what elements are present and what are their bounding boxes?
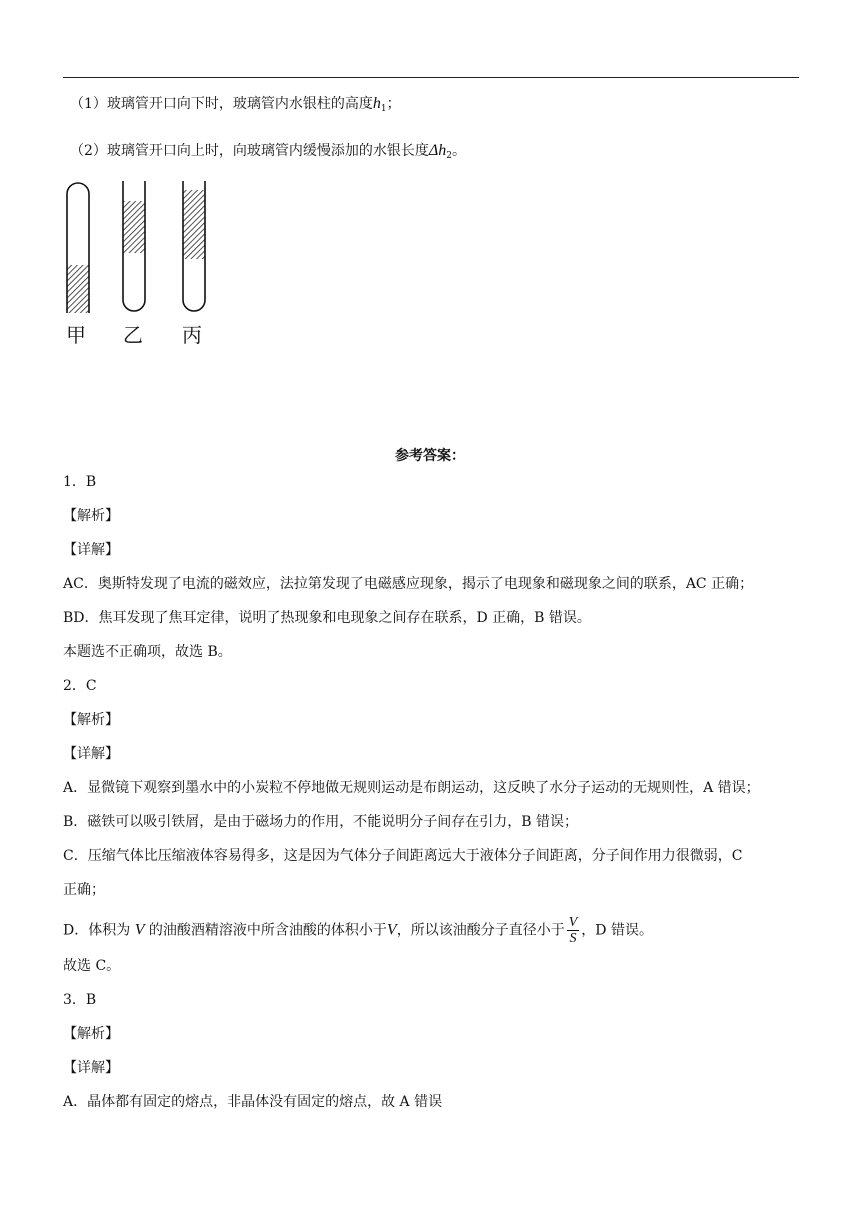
fraction-numerator: V xyxy=(568,915,578,930)
answer-line-6: 本题选不正确项，故选 B。 xyxy=(63,644,232,660)
answer-line-1: 1．B xyxy=(63,474,97,490)
answer-line-18: A．晶体都有固定的熔点，非晶体没有固定的熔点，故 A 错误 xyxy=(63,1094,443,1110)
answer-line-13: 正确； xyxy=(63,882,105,898)
answer-line-16: 【解析】 xyxy=(63,1026,119,1042)
answer-line-5: BD．焦耳发现了焦耳定律，说明了热现象和电现象之间存在联系，D 正确，B 错误。 xyxy=(63,610,591,626)
answer-line-2: 【解析】 xyxy=(63,508,119,524)
answer-line-12: C．压缩气体比压缩液体容易得多，这是因为气体分子间距离远大于液体分子间距离，分子间作用力很微弱，C xyxy=(63,848,743,864)
d-line-part-4: ，D 错误。 xyxy=(581,922,653,939)
question-1-end: ； xyxy=(386,96,401,112)
question-2-text: （2）玻璃管开口向上时，向玻璃管内缓慢添加的水银长度 xyxy=(70,143,429,159)
answer-line-15: 3．B xyxy=(63,992,97,1008)
answer-line-10: A．显微镜下观察到墨水中的小炭粒不停地做无规则运动是布朗运动，这反映了水分子运动的无规则性，A 错误； xyxy=(63,780,760,796)
answer-line-3: 【详解】 xyxy=(63,542,119,558)
question-1 xyxy=(70,94,401,119)
answers-title: 参考答案： xyxy=(395,448,465,464)
answer-line-7: 2．C xyxy=(63,678,97,694)
d-line-part-2: 的油酸酒精溶液中所含油酸的体积小于 xyxy=(148,922,387,939)
tube-jia xyxy=(67,183,89,313)
d-line-part-3: ，所以该油酸分子直径小于 xyxy=(396,922,565,939)
var-v-2: V xyxy=(386,921,397,939)
question-2-end: 。 xyxy=(452,143,467,159)
fraction-denominator: S xyxy=(569,931,577,946)
header-rule xyxy=(63,77,799,78)
d-line-part-1: D．体积为 xyxy=(63,922,131,939)
tube-yi xyxy=(123,181,145,311)
glass-tubes-figure xyxy=(62,178,222,318)
tube-label-jia: 甲 xyxy=(66,323,86,347)
answer-line-d xyxy=(63,915,653,946)
answer-line-11: B．磁铁可以吸引铁屑，是由于磁场力的作用，不能说明分子间存在引力，B 错误； xyxy=(63,814,579,830)
answer-line-17: 【详解】 xyxy=(63,1060,119,1076)
tube-label-yi: 乙 xyxy=(123,323,143,347)
question-1-text: （1）玻璃管开口向下时，玻璃管内水银柱的高度 xyxy=(70,96,373,112)
answer-line-8: 【解析】 xyxy=(63,712,119,728)
question-2 xyxy=(70,141,466,166)
answer-line-14: 故选 C。 xyxy=(63,958,121,974)
fraction-v-over-s xyxy=(567,915,580,946)
tube-bing-mercury xyxy=(183,190,205,259)
var-v-1: V xyxy=(134,921,145,939)
tube-label-bing: 丙 xyxy=(182,323,202,347)
tube-bing xyxy=(183,181,205,311)
var-delta-h: Δh xyxy=(428,142,447,159)
answer-line-9: 【详解】 xyxy=(63,746,119,762)
var-h-subscript: 1 xyxy=(380,104,387,114)
var-delta-h-subscript: 2 xyxy=(446,151,453,161)
tube-jia-mercury xyxy=(67,265,89,313)
answer-line-4: AC．奥斯特发现了电流的磁效应，法拉第发现了电磁感应现象，揭示了电现象和磁现象之间的联系，AC 正确； xyxy=(63,576,754,592)
tube-yi-mercury xyxy=(123,201,145,253)
var-h: h xyxy=(372,95,381,112)
